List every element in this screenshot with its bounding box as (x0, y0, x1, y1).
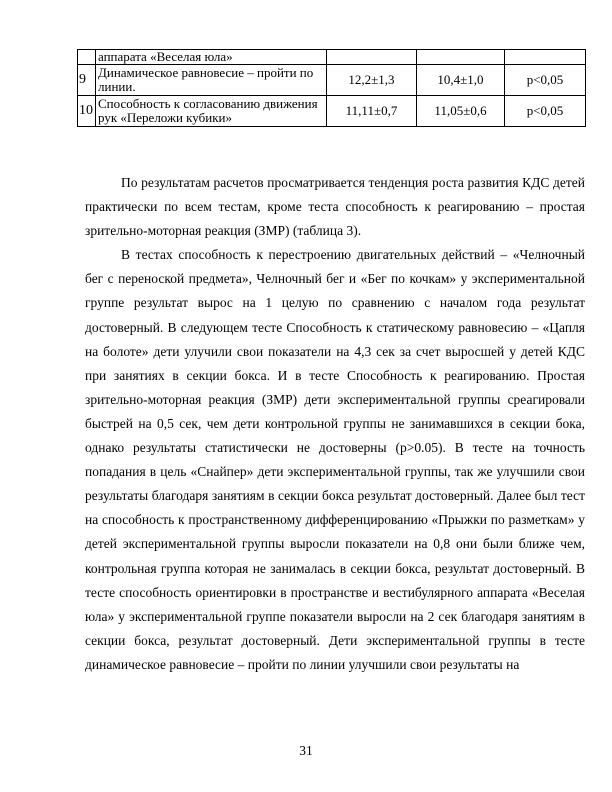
test-name (96, 96, 327, 127)
paragraph: По результатам расчетов просматривается тенденция роста развития КДС детей практически по всем тестам, кроме теста способность к реагированию – простая зрительно-моторная реакция (ЗМР) (таблица 3). (85, 175, 585, 239)
significance (505, 50, 586, 65)
table-row (78, 65, 586, 96)
value-before: 11,11±0,7 (327, 96, 417, 127)
value-after: 10,4±1,0 (417, 65, 505, 96)
row-number: 10 (78, 96, 96, 127)
significance: p<0,05 (505, 96, 586, 127)
test-name (96, 50, 327, 65)
value-before: 12,2±1,3 (327, 65, 417, 96)
test-name-text: Способность к согласованию движения рук «Переложи кубики» (98, 96, 318, 125)
table-row (78, 96, 586, 127)
value-after (417, 50, 505, 65)
page-number: 31 (299, 743, 313, 758)
test-name-text: Динамическое равновесие – пройти по линии. (98, 65, 314, 94)
paragraph: В тестах способность к перестроению двигательных действий – «Челночный бег с переноской предмета», Челночный бег и «Бег по кочкам» у экспериментальной группе результат вырос на 1 целую по сравнению с началом года результат достоверный. В следующем тесте Способность к статическому равновесию – «Цапля на болоте» дети улучили свои показатели на 4,3 сек за счет выросшей у детей КДС при занятиях в секции бокса. И в тесте Способность к реагированию. Простая зрительно-моторная реакция (ЗМР) дети экспериментальной группы среагировали быстрей на 0,5 сек, чем дети контрольной группы не занимавшихся в секции бока, однако результаты статистически не достоверны (p>0.05). В тесте на точность попадания в цель «Снайпер» дети экспериментальной группы, так же улучшили свои результаты благодаря занятиям в секции бокса результат достоверный. Далее был тест на способность к пространственному дифференцированию «Прыжки по разметкам» у детей экспериментальной группы выросли показатели на 0,8 они были ближе чем, контрольная группа которая не занималась в секции бокса, результат достоверный. В тесте способность ориентировки в пространстве и вестибулярного аппарата «Веселая юла» у экспериментальной группе показатели выросли на 2 сек благодаря занятиям в секции бокса, результат достоверный. Дети экспериментальной группы в тесте динамическое равновесие – пройти по линии улучшили свои результаты на (85, 247, 585, 672)
table-row (78, 50, 586, 65)
test-name-text: аппарата «Веселая юла» (98, 49, 233, 64)
value-before (327, 50, 417, 65)
row-number: 9 (78, 65, 96, 96)
significance: p<0,05 (505, 65, 586, 96)
body-text (85, 171, 585, 677)
value-after: 11,05±0,6 (417, 96, 505, 127)
test-name (96, 65, 327, 96)
results-table (77, 49, 586, 127)
row-number (78, 50, 96, 65)
